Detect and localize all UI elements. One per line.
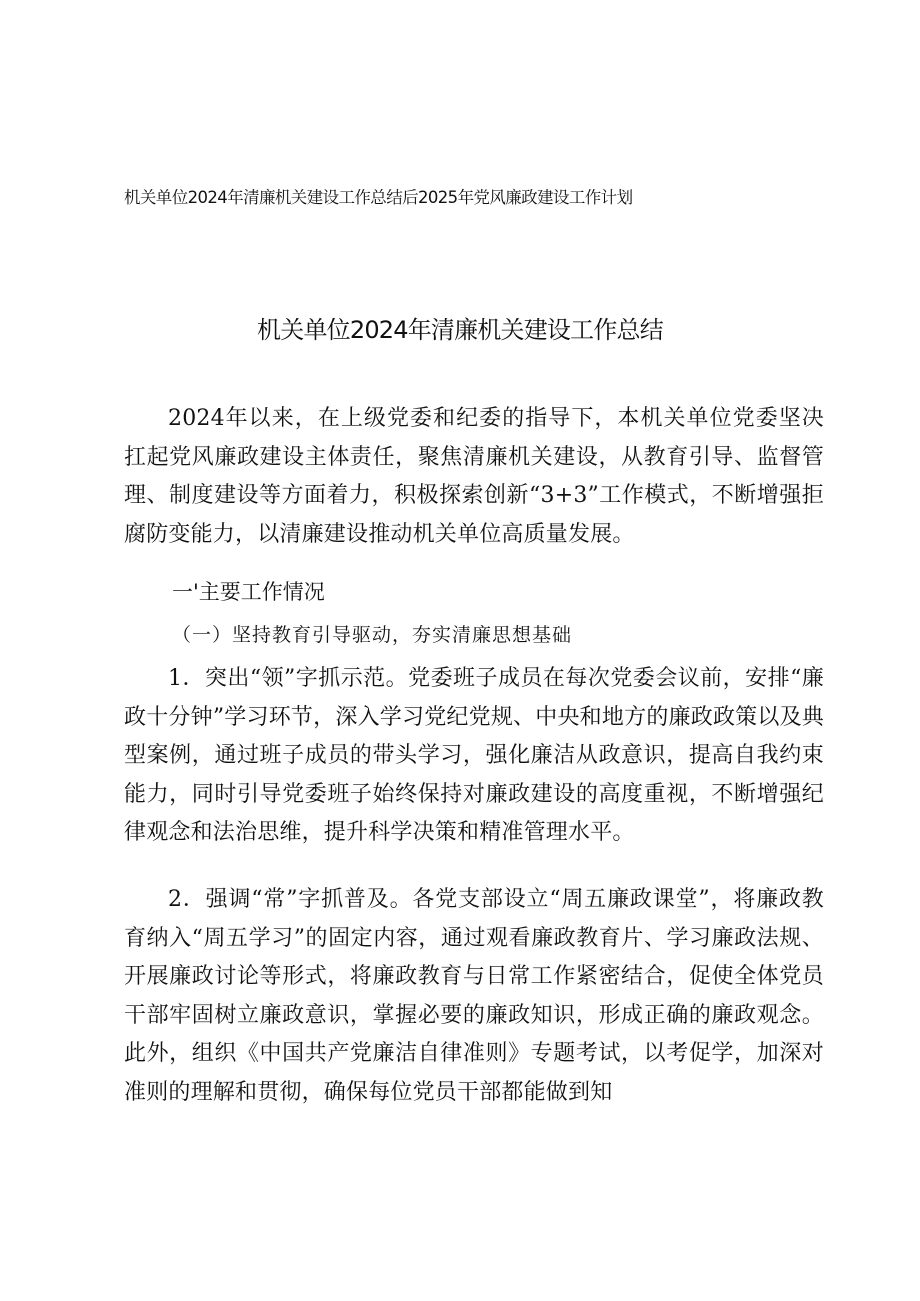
subsection-heading: （一）坚持教育引导驱动，夯实清廉思想基础 [172, 624, 573, 646]
document-title: 机关单位2024年清廉机关建设工作总结 [257, 316, 663, 344]
intro-paragraph: 2024年以来，在上级党委和纪委的指导下，本机关单位党委坚决扛起党风廉政建设主体责任，聚焦清廉机关建设，从教育引导、监督管理、制度建设等方面着力，积极探索创新“3+3”工作模式，不断增强拒腐防变能力，以清廉建设推动机关单位高质量发展。 [124, 406, 824, 547]
item-paragraph-2: 2．强调“常”字抓普及。各党支部设立“周五廉政课堂”，将廉政教育纳入“周五学习”的固定内容，通过观看廉政教育片、学习廉政法规、开展廉政讨论等形式，将廉政教育与日常工作紧密结合，促使全体党员干部牢固树立廉政意识，掌握必要的廉政知识，形成正确的廉政观念。此外，组织《中国共产党廉洁自律准则》专题考试，以考促学，加深对准则的理解和贯彻，确保每位党员干部都能做到知 [124, 887, 824, 1105]
section-heading: 一'主要工作情况 [172, 580, 325, 604]
document-header: 机关单位2024年清廉机关建设工作总结后2025年党风廉政建设工作计划 [124, 188, 633, 207]
item-paragraph-1: 1．突出“领”字抓示范。党委班子成员在每次党委会议前，安排“廉政十分钟”学习环节，深入学习党纪党规、中央和地方的廉政政策以及典型案例，通过班子成员的带头学习，强化廉洁从政意识，提高自我约束能力，同时引导党委班子始终保持对廉政建设的高度重视，不断增强纪律观念和法治思维，提升科学决策和精准管理水平。 [124, 666, 824, 845]
